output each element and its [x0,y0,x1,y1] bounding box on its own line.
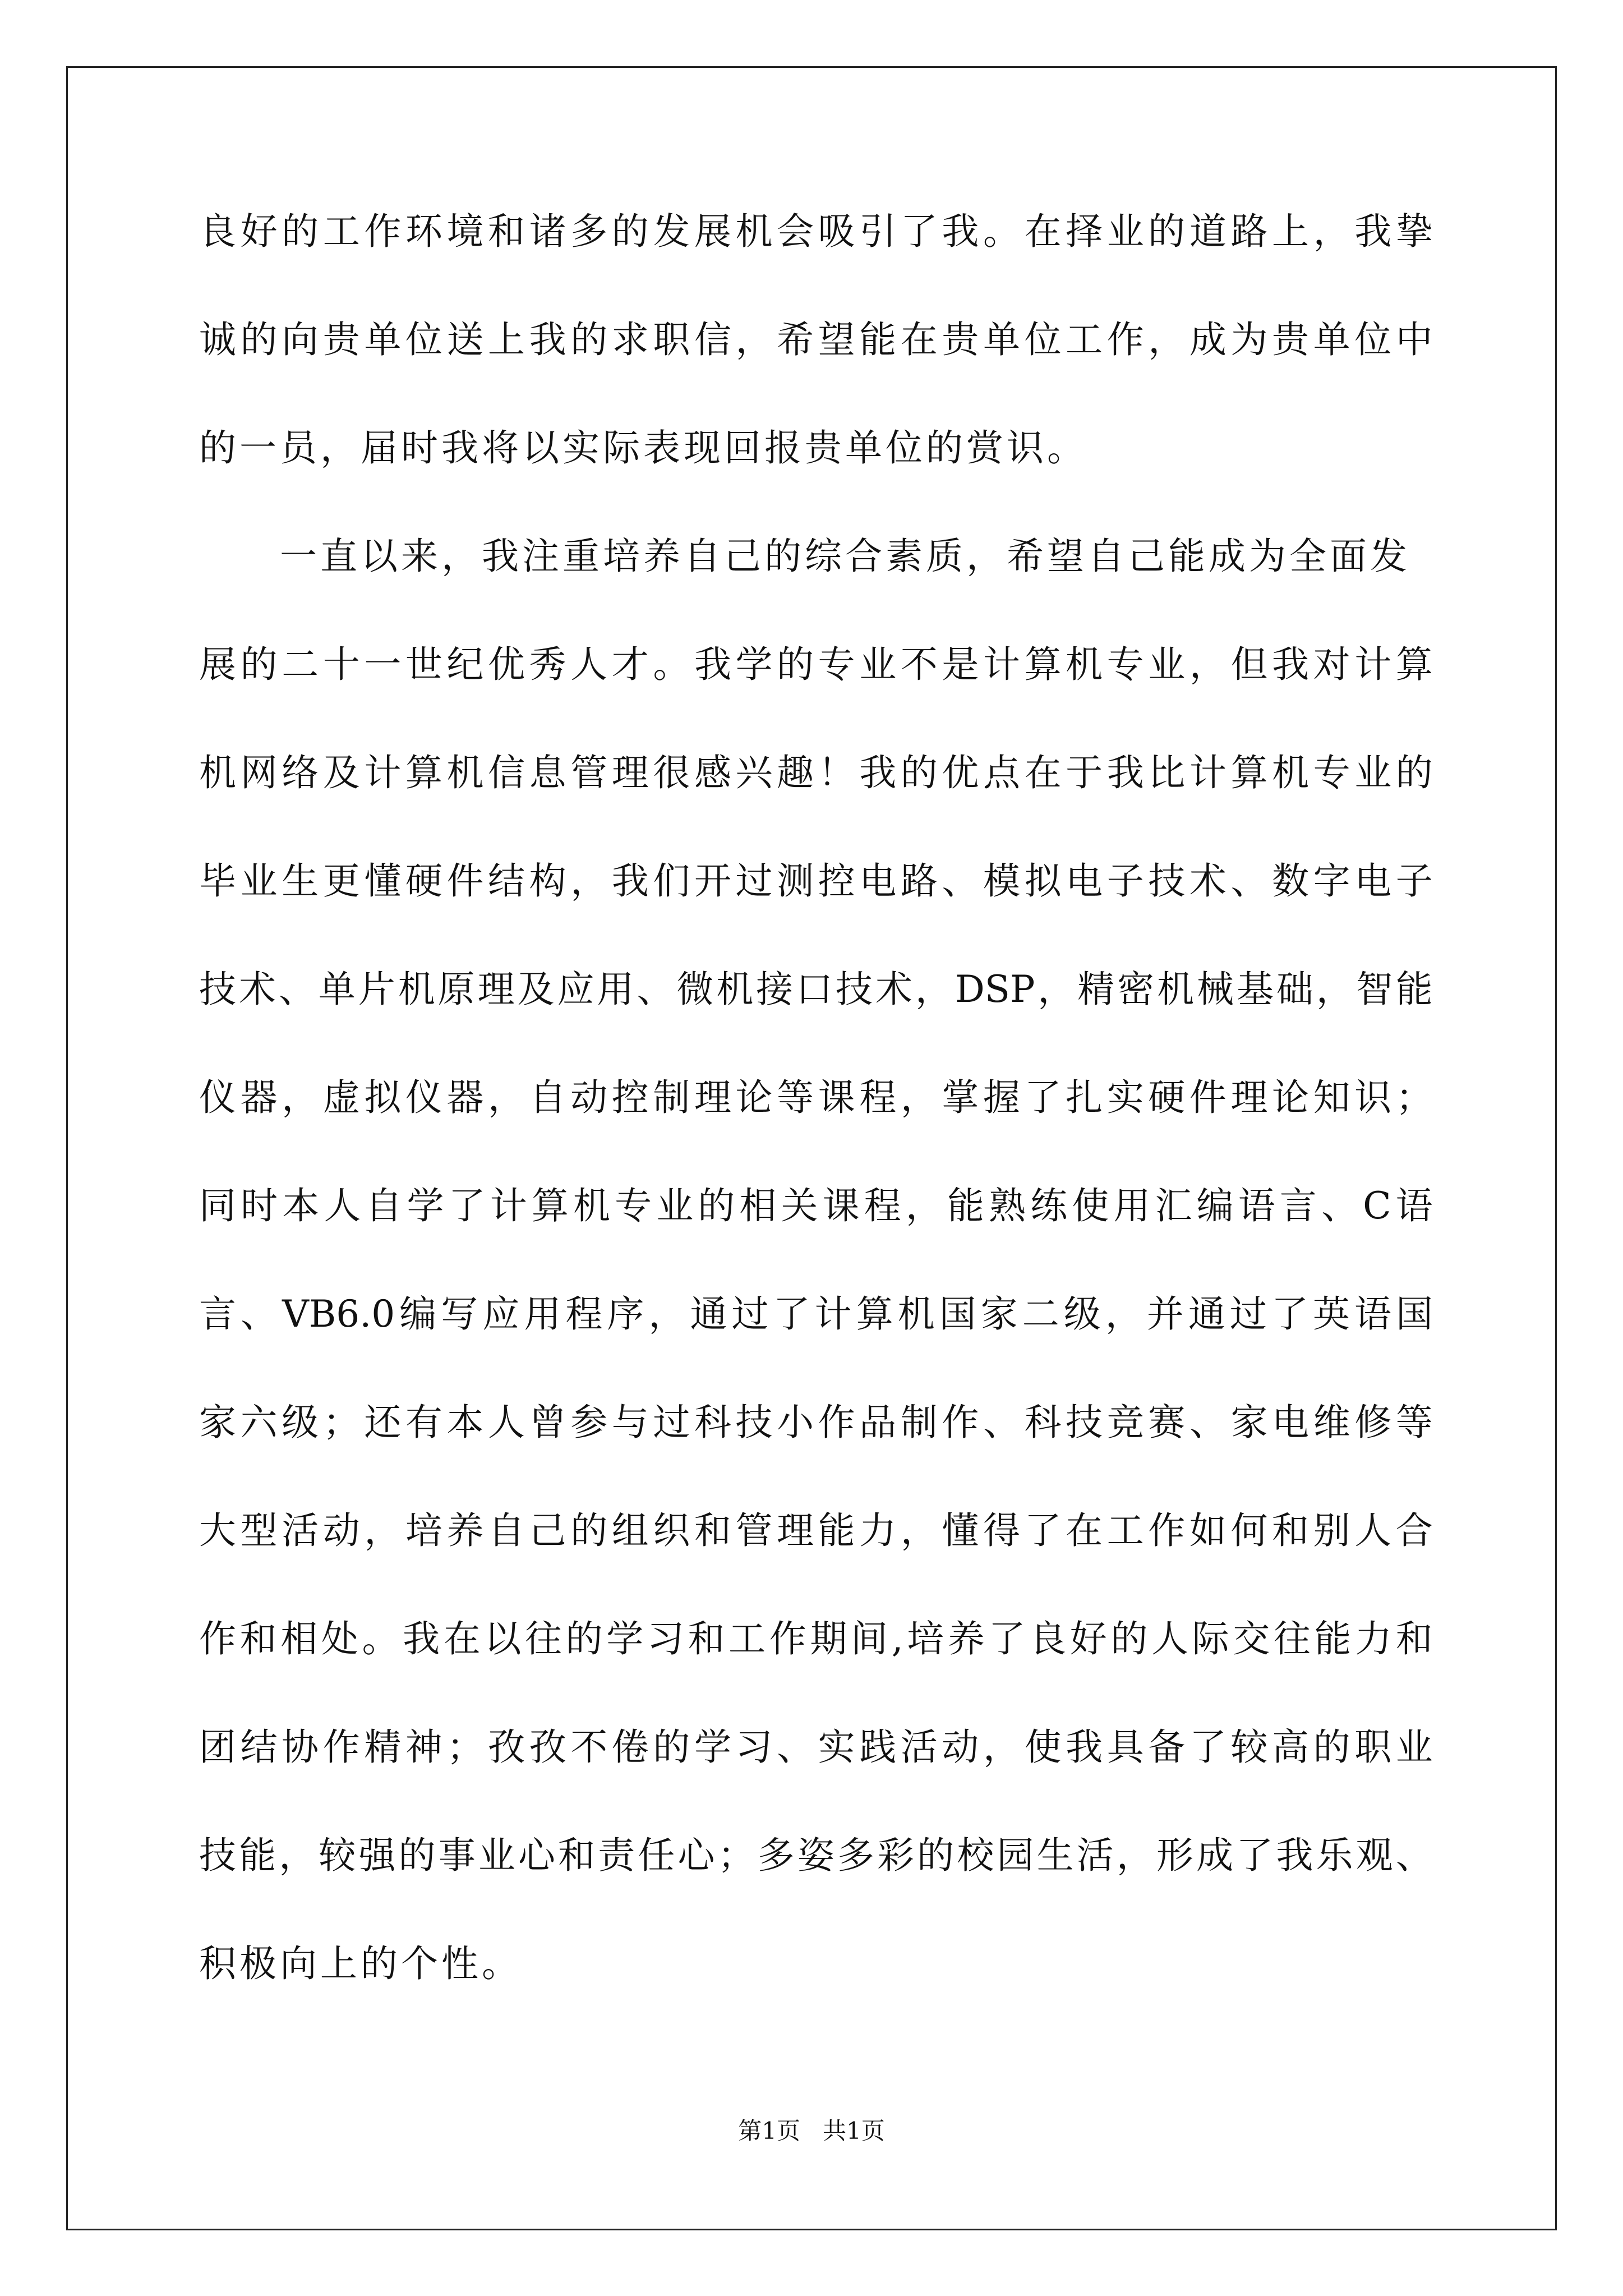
text-line: 技 术 、 单 片 机 原 理 及 应 用 、 微 机 接 口 技 术 ， DSP ， 精 密 机 械 基 础 ， 智 能 [199,968,1433,1011]
text-line: 良 好 的 工 作 环 境 和 诸 多 的 发 展 机 会 吸 引 了 我 。 在 择 业 的 道 路 上 ， 我 挚 [199,210,1433,253]
text-line: 同 时 本 人 自 学 了 计 算 机 专 业 的 相 关 课 程 ， 能 熟 练 使 用 汇 编 语 言 、 C 语 [199,1184,1433,1227]
text-line: 展 的 二 十 一 世 纪 优 秀 人 才 。 我 学 的 专 业 不 是 计 算 机 专 业 ， 但 我 对 计 算 [199,643,1433,686]
page-number-footer: 第1页 共1页 [738,2117,885,2145]
text-line: 团 结 协 作 精 神 ； 孜 孜 不 倦 的 学 习 、 实 践 活 动 ， 使 我 具 备 了 较 高 的 职 业 [199,1726,1433,1769]
text-line: 积极向上的个性。 [199,1942,522,1985]
text-line: 毕 业 生 更 懂 硬 件 结 构 ， 我 们 开 过 测 控 电 路 、 模 拟 电 子 技 术 、 数 字 电 子 [199,859,1433,903]
text-line: 的一员，届时我将以实际表现回报贵单位的赏识。 [199,426,1087,470]
paragraph-start-line: 一直以来，我注重培养自己的综合素质，希望自己能成为全面发 [280,535,1410,578]
text-line: 作 和 相 处 。 我 在 以 往 的 学 习 和 工 作 期 间 , 培 养 了 良 好 的 人 际 交 往 能 力 和 [199,1617,1433,1660]
text-line: 机 网 络 及 计 算 机 信 息 管 理 很 感 兴 趣 ！ 我 的 优 点 在 于 我 比 计 算 机 专 业 的 [199,751,1433,794]
text-line: 技 能 ， 较 强 的 事 业 心 和 责 任 心 ； 多 姿 多 彩 的 校 园 生 活 ， 形 成 了 我 乐 观 、 [199,1834,1433,1877]
text-line: 大 型 活 动 ， 培 养 自 己 的 组 织 和 管 理 能 力 ， 懂 得 了 在 工 作 如 何 和 别 人 合 [199,1509,1433,1552]
text-line: 家 六 级 ； 还 有 本 人 曾 参 与 过 科 技 小 作 品 制 作 、 科 技 竞 赛 、 家 电 维 修 等 [199,1401,1433,1444]
letter-body [199,210,1433,2054]
text-line: 仪 器 ， 虚 拟 仪 器 ， 自 动 控 制 理 论 等 课 程 ， 掌 握 了 扎 实 硬 件 理 论 知 识 ； [199,1076,1433,1119]
text-line: 诚 的 向 贵 单 位 送 上 我 的 求 职 信 ， 希 望 能 在 贵 单 位 工 作 ， 成 为 贵 单 位 中 [199,318,1433,361]
text-line: 言 、 VB6.0 编 写 应 用 程 序 ， 通 过 了 计 算 机 国 家 二 级 ， 并 通 过 了 英 语 国 [199,1292,1433,1336]
